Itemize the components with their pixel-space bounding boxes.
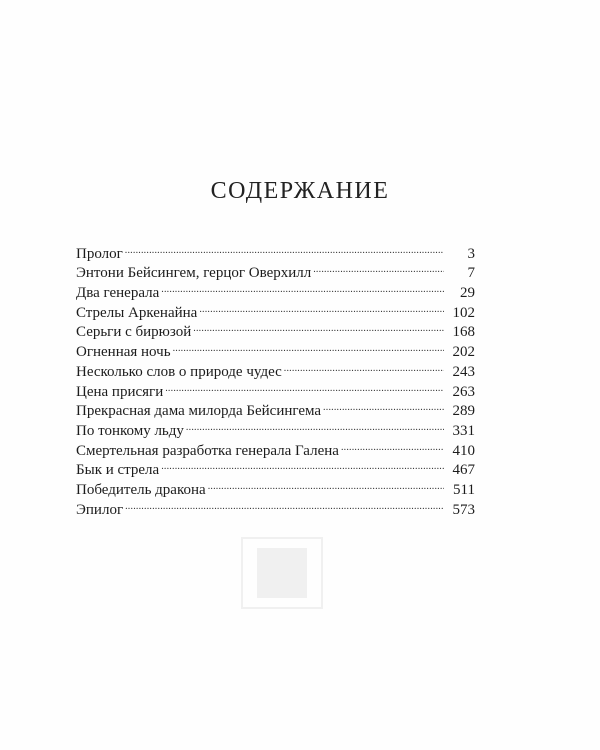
toc-entry-page: 29 xyxy=(460,285,475,302)
toc-entry-page: 331 xyxy=(452,422,475,439)
toc-entry-title: Пролог xyxy=(76,245,123,262)
toc-dot-leader xyxy=(173,336,444,356)
toc-list xyxy=(76,238,475,518)
toc-entry-title: Два генерала xyxy=(76,285,160,302)
toc-entry-page: 168 xyxy=(452,324,475,341)
toc-dot-leader xyxy=(313,258,444,278)
toc-entry xyxy=(76,238,475,262)
toc-entry-title: Серьги с бирюзой xyxy=(76,324,192,341)
toc-heading: СОДЕРЖАНИЕ xyxy=(210,178,390,204)
toc-entry-page: 102 xyxy=(452,304,475,321)
toc-entry-page: 7 xyxy=(467,265,475,282)
toc-entry-page: 573 xyxy=(452,501,475,518)
toc-dot-leader xyxy=(341,435,444,455)
toc-dot-leader xyxy=(125,494,444,514)
toc-entry-title: Стрелы Аркенайна xyxy=(76,304,198,321)
toc-dot-leader xyxy=(284,356,444,376)
toc-entry-page: 3 xyxy=(467,245,475,262)
toc-dot-leader xyxy=(125,238,444,258)
toc-entry-page: 289 xyxy=(452,403,475,420)
toc-entry-page: 467 xyxy=(452,462,475,479)
toc-entry-page: 511 xyxy=(453,481,475,498)
toc-entry-title: Огненная ночь xyxy=(76,344,171,361)
toc-dot-leader xyxy=(165,376,444,396)
toc-entry-page: 410 xyxy=(452,442,475,459)
toc-entry-page: 263 xyxy=(452,383,475,400)
toc-entry xyxy=(76,258,475,282)
toc-dot-leader xyxy=(186,415,444,435)
toc-dot-leader xyxy=(193,317,444,337)
toc-entry-page: 202 xyxy=(452,344,475,361)
toc-dot-leader xyxy=(208,474,444,494)
toc-entry-title: Цена присяги xyxy=(76,383,164,400)
toc-dot-leader xyxy=(323,396,444,416)
toc-entry-title: Несколько слов о природе чудес xyxy=(76,363,282,380)
toc-dot-leader xyxy=(199,297,444,317)
toc-entry-title: По тонкому льду xyxy=(76,422,184,439)
toc-entry xyxy=(76,494,475,518)
toc-entry-page: 243 xyxy=(452,363,475,380)
toc-entry-title: Победитель дракона xyxy=(76,481,206,498)
toc-entry-title: Прекрасная дама милорда Бейсингема xyxy=(76,403,322,420)
toc-entry-title: Энтони Бейсингем, герцог Оверхилл xyxy=(76,265,312,282)
show-through-illustration xyxy=(232,528,332,618)
toc-dot-leader xyxy=(161,277,444,297)
toc-entry-title: Смертельная разработка генерала Галена xyxy=(76,442,339,459)
toc-dot-leader xyxy=(161,455,444,475)
toc-entry-title: Эпилог xyxy=(76,501,124,518)
toc-entry-title: Бык и стрела xyxy=(76,462,160,479)
